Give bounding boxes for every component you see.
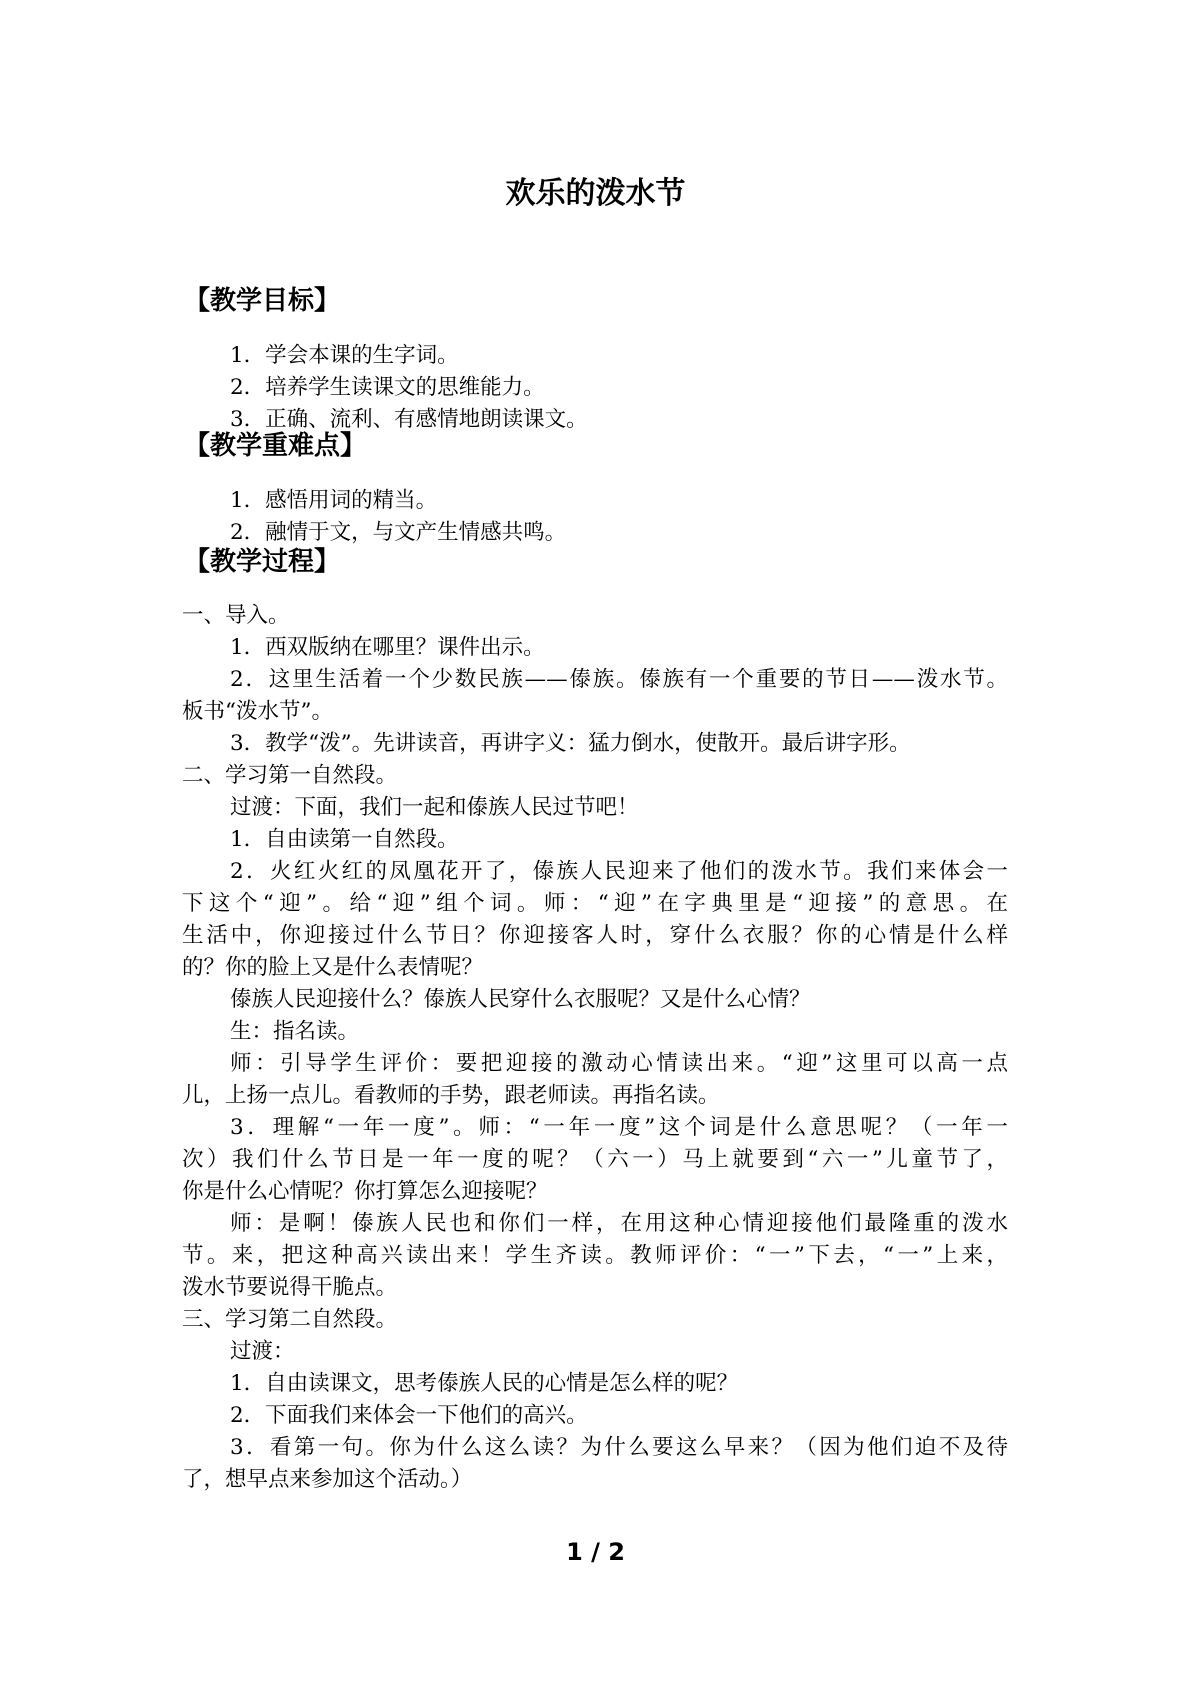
list-item: 3．正确、流利、有感情地朗读课文。 [230, 407, 588, 432]
process-line: 3．理解“一年一度”。师：“一年一度”这个词是什么意思呢？（一年一 [230, 1115, 1008, 1140]
process-line: 儿，上扬一点儿。看教师的手势，跟老师读。再指名读。 [182, 1083, 720, 1108]
list-item: 1．学会本课的生字词。 [230, 343, 459, 368]
list-item: 2．培养学生读课文的思维能力。 [230, 375, 545, 400]
process-line: 的？你的脸上又是什么表情呢？ [182, 955, 484, 980]
process-line: 2．火红火红的凤凰花开了，傣族人民迎来了他们的泼水节。我们来体会一 [230, 859, 1008, 884]
page-title: 欢乐的泼水节 [505, 176, 686, 211]
process-line: 三、学习第二自然段。 [182, 1307, 398, 1332]
difficulties-list [182, 485, 1008, 549]
process-line: 过渡： [230, 1339, 295, 1364]
goals-list [182, 340, 1008, 436]
section-heading-process: 【教学过程】 [184, 547, 341, 577]
list-item: 2．融情于文，与文产生情感共鸣。 [230, 520, 567, 545]
process-line: 1．自由读课文，思考傣族人民的心情是怎么样的呢？ [230, 1371, 739, 1396]
process-line: 你是什么心情呢？你打算怎么迎接呢？ [182, 1179, 548, 1204]
process-line: 泼水节要说得干脆点。 [182, 1275, 398, 1300]
process-line: 板书“泼水节”。 [182, 699, 333, 724]
process-line: 过渡：下面，我们一起和傣族人民过节吧！ [230, 795, 639, 820]
process-body [182, 600, 1008, 1496]
process-line: 傣族人民迎接什么？傣族人民穿什么衣服呢？又是什么心情？ [230, 987, 811, 1012]
process-line: 生：指名读。 [230, 1019, 360, 1044]
process-line: 二、学习第一自然段。 [182, 763, 398, 788]
process-line: 1．自由读第一自然段。 [230, 827, 459, 852]
process-line: 生活中，你迎接过什么节日？你迎接客人时，穿什么衣服？你的心情是什么样 [182, 923, 1008, 948]
process-line: 师：引导学生评价：要把迎接的激动心情读出来。“迎”这里可以高一点 [230, 1051, 1008, 1076]
process-line: 2．这里生活着一个少数民族——傣族。傣族有一个重要的节日——泼水节。 [230, 667, 1008, 692]
process-line: 了，想早点来参加这个活动。） [182, 1467, 473, 1492]
section-heading-difficulties: 【教学重难点】 [184, 431, 367, 461]
process-line: 一、导入。 [182, 603, 290, 628]
process-line: 2．下面我们来体会一下他们的高兴。 [230, 1403, 588, 1428]
process-line: 下这个“迎”。给“迎”组个词。师：“迎”在字典里是“迎接”的意思。在 [182, 891, 1008, 916]
process-line: 1．西双版纳在哪里？课件出示。 [230, 635, 545, 660]
page-number: 1 / 2 [566, 1538, 625, 1566]
process-line: 3．教学“泼”。先讲读音，再讲字义：猛力倒水，使散开。最后讲字形。 [230, 731, 911, 756]
process-line: 次）我们什么节日是一年一度的呢？（六一）马上就要到“六一”儿童节了， [182, 1147, 1008, 1172]
process-line: 3．看第一句。你为什么这么读？为什么要这么早来？（因为他们迫不及待 [230, 1435, 1008, 1460]
process-line: 节。来，把这种高兴读出来！学生齐读。教师评价：“一”下去，“一”上来， [182, 1243, 1008, 1268]
process-line: 师：是啊！傣族人民也和你们一样，在用这种心情迎接他们最隆重的泼水 [230, 1211, 1008, 1236]
list-item: 1．感悟用词的精当。 [230, 488, 438, 513]
section-heading-goals: 【教学目标】 [184, 286, 341, 316]
